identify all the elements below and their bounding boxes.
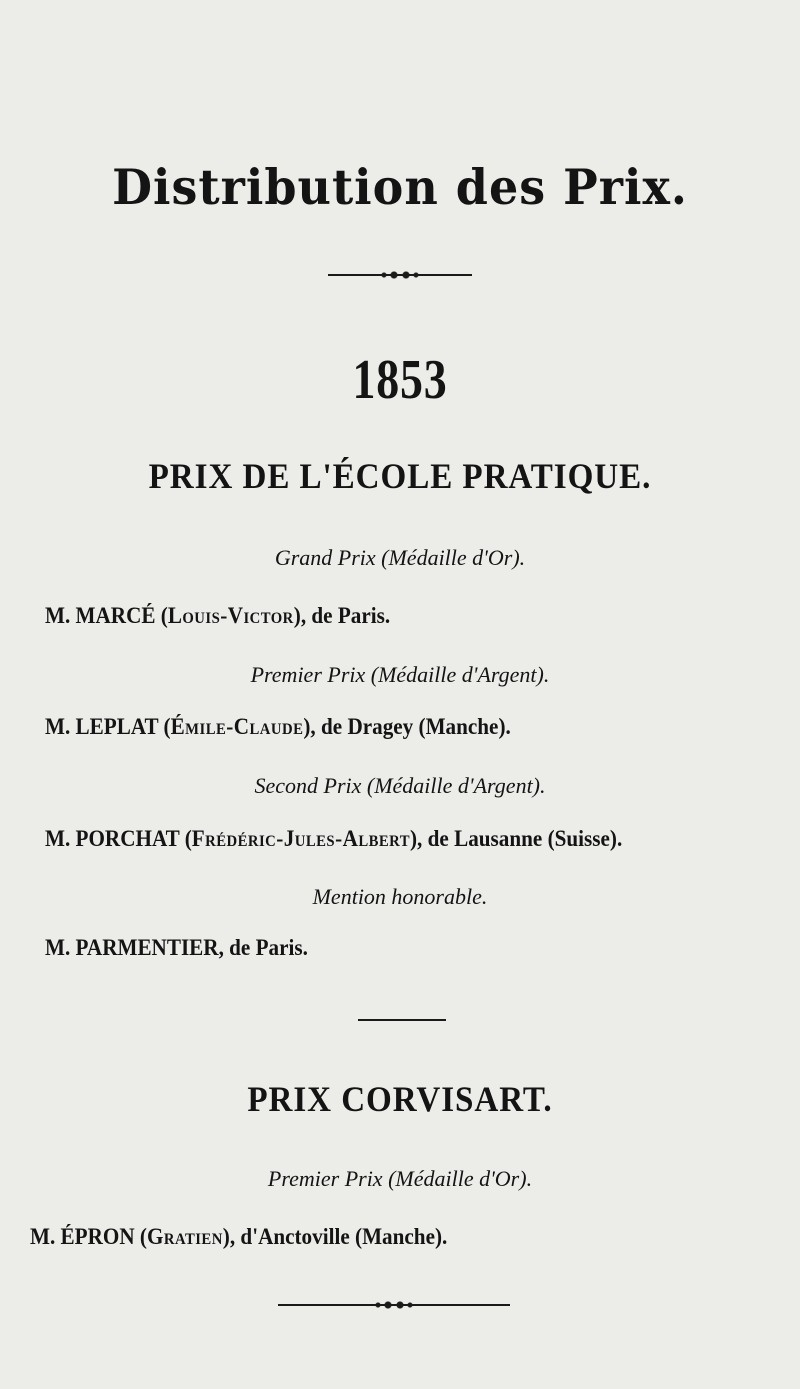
page-title: Distribution des Prix. xyxy=(112,158,688,216)
winner-origin: ), de Paris. xyxy=(293,603,391,628)
winner-origin: ), de Lausanne (Suisse). xyxy=(410,826,623,851)
winner-entry xyxy=(45,603,390,629)
winner-name: M. PARMENTIER, de Paris. xyxy=(45,935,308,960)
ornamental-divider xyxy=(328,271,472,279)
award-title: Premier Prix (Médaille d'Argent). xyxy=(250,662,550,687)
award-title: Second Prix (Médaille d'Argent). xyxy=(254,773,546,798)
winner-entry xyxy=(45,826,622,852)
year-heading: 1853 xyxy=(352,349,448,411)
winner-entry xyxy=(45,714,511,740)
winner-name: M. LEPLAT ( xyxy=(45,714,171,739)
winner-given-names: Émile-Claude xyxy=(170,714,304,739)
winner-name: M. MARCÉ ( xyxy=(45,603,168,628)
winner-name: M. ÉPRON ( xyxy=(30,1224,147,1249)
winner-entry xyxy=(30,1224,447,1250)
section-heading-ecole-pratique: PRIX DE L'ÉCOLE PRATIQUE. xyxy=(148,456,652,496)
winner-entry xyxy=(45,935,308,961)
winner-given-names: Gratien xyxy=(146,1224,223,1249)
winner-origin: ), de Dragey (Manche). xyxy=(303,714,511,739)
section-heading-corvisart: PRIX CORVISART. xyxy=(247,1079,553,1119)
award-title: Premier Prix (Médaille d'Or). xyxy=(267,1166,533,1191)
winner-name: M. PORCHAT ( xyxy=(45,826,192,851)
winner-given-names: Frédéric-Jules-Albert xyxy=(191,826,411,851)
winner-origin: ), d'Anctoville (Manche). xyxy=(222,1224,448,1249)
ornamental-divider xyxy=(278,1301,510,1309)
award-title: Grand Prix (Médaille d'Or). xyxy=(274,545,526,570)
winner-given-names: Louis-Victor xyxy=(167,603,294,628)
award-title: Mention honorable. xyxy=(312,884,488,909)
section-divider xyxy=(358,1019,446,1021)
